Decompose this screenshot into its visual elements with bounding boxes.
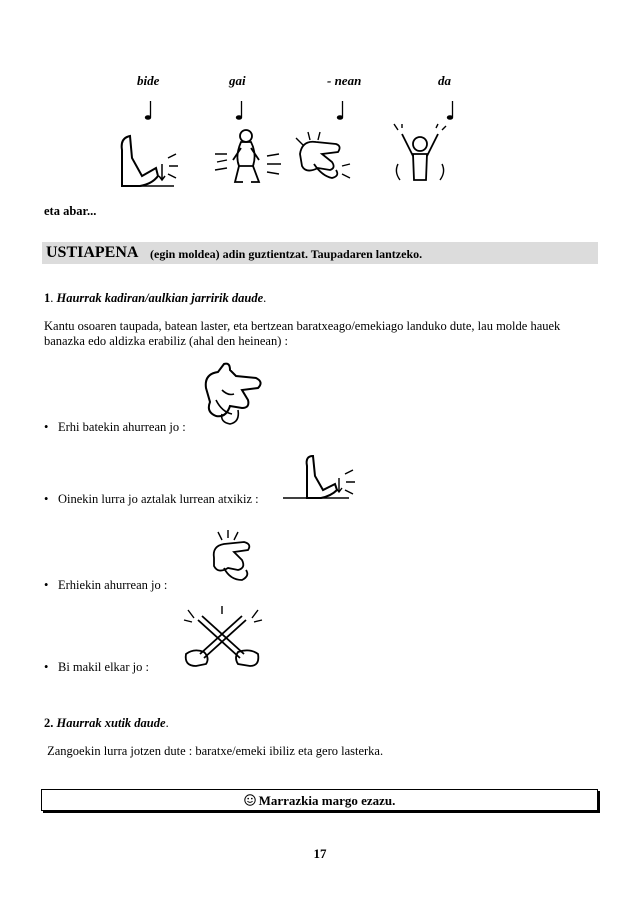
sticks-icon xyxy=(180,606,266,670)
quarter-note-icon xyxy=(235,100,247,122)
finger-clap-icon xyxy=(196,360,268,430)
section-2-title: 2. Haurrak xutik daude. xyxy=(44,716,169,730)
coloring-instruction-box xyxy=(41,789,598,811)
section-1-title: 1. Haurrak kadiran/aulkian jarririk daude. xyxy=(44,291,267,305)
syllable-da: da xyxy=(438,73,451,88)
syllable-bide: bide xyxy=(137,73,160,88)
section-1-number: 1 xyxy=(44,291,51,305)
hand-clap-icon xyxy=(206,528,262,586)
syllable-nean: - nean xyxy=(327,73,362,88)
heading-main: USTIAPENA xyxy=(46,244,139,261)
bullet-item: • Erhi batekin ahurrean jo : xyxy=(44,420,186,434)
syllable-gai: gai xyxy=(229,73,246,88)
cheering-child-illustration xyxy=(392,124,448,190)
bullet-item: • Erhiekin ahurrean jo : xyxy=(44,578,168,592)
quarter-note-icon xyxy=(144,100,156,122)
bullet-label: Erhi batekin ahurrean jo : xyxy=(58,420,186,434)
section-1-body: Kantu osoaren taupada, batean laster, eta bertzean baratxeago/emekiago landuko dute, lau molde hauek banazka edo aldizka erabiliz (ahal den heinean) : xyxy=(44,319,561,348)
section-heading xyxy=(42,242,598,264)
heading-subtitle: (egin moldea) adin guztientzat. Taupadaren lantzeko. xyxy=(150,247,423,261)
eta-abar-text: eta abar... xyxy=(44,204,97,218)
quarter-note-icon xyxy=(446,100,458,122)
bullet-item: • Oinekin lurra jo aztalak lurrean atxikiz : xyxy=(44,492,259,506)
smiley-icon xyxy=(244,794,256,806)
bullet-label: Bi makil elkar jo : xyxy=(58,660,149,674)
coloring-instruction xyxy=(42,793,597,809)
bullet-label: Oinekin lurra jo aztalak lurrean atxikiz : xyxy=(58,492,259,506)
page-number: 17 xyxy=(313,846,327,861)
bullet-item: • Bi makil elkar jo : xyxy=(44,660,149,674)
hand-clap-illustration xyxy=(292,130,354,186)
quarter-note-icon xyxy=(336,100,348,122)
section-1-title-text: Haurrak kadiran/aulkian jarririk daude xyxy=(56,291,264,305)
section-2-title-text: Haurrak xutik daude xyxy=(56,716,166,730)
foot-stomp-icon xyxy=(283,452,357,502)
section-2-body: Zangoekin lurra jotzen dute : baratxe/emeki ibiliz eta gero lasterka. xyxy=(44,744,384,758)
section-2-number: 2. xyxy=(44,716,54,730)
foot-stomp-illustration xyxy=(112,128,184,188)
bullet-label: Erhiekin ahurrean jo : xyxy=(58,578,168,592)
coloring-instruction-text: Marrazkia margo ezazu. xyxy=(258,793,396,808)
seated-child-illustration xyxy=(213,126,283,188)
